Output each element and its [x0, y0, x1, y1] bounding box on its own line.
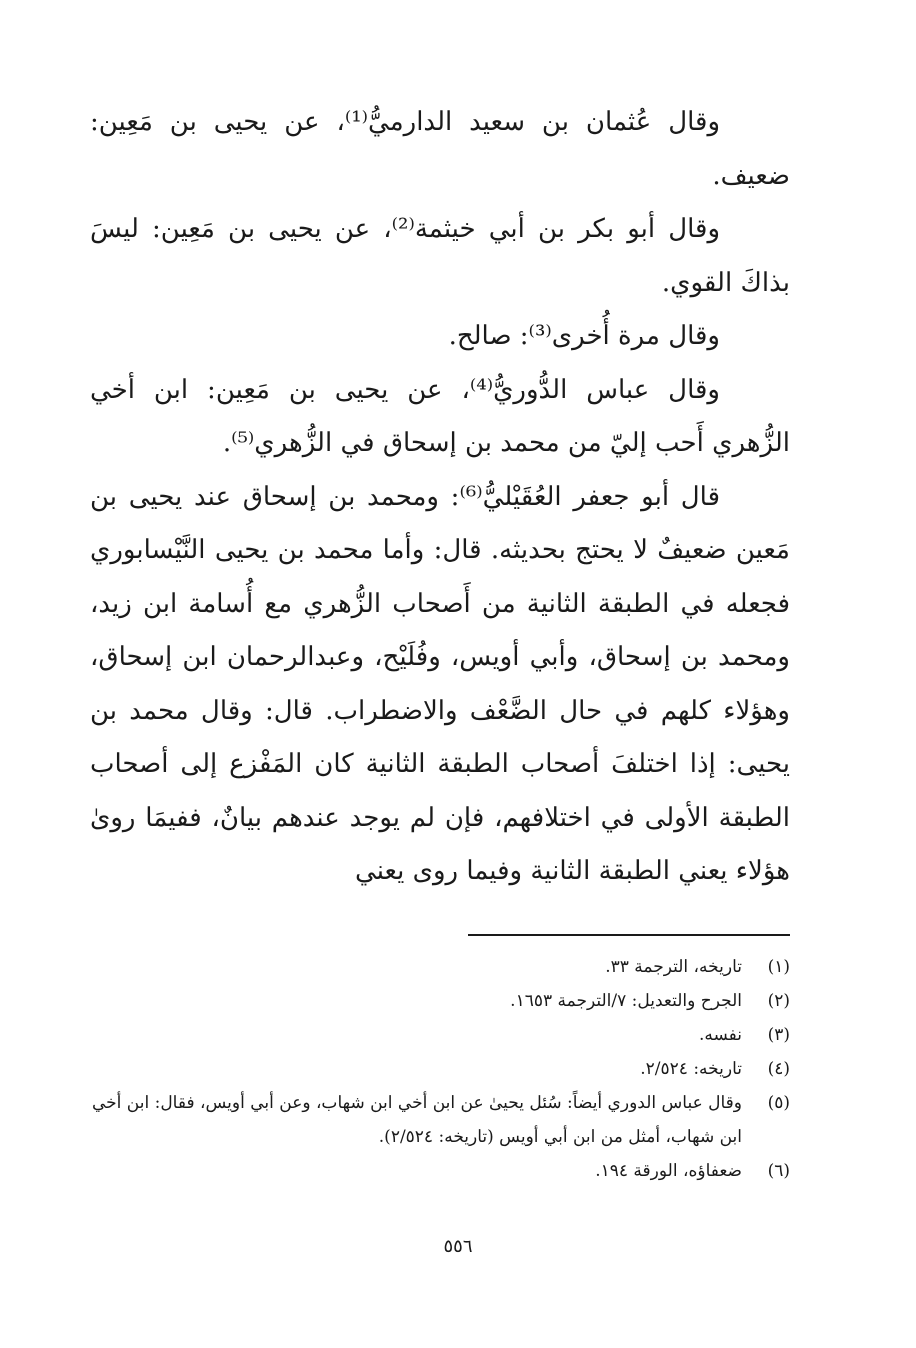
footnote-item	[90, 1018, 790, 1052]
footnote-text: ضعفاؤه، الورقة ١٩٤.	[595, 1161, 742, 1181]
footnote-number: (٥)	[767, 1093, 790, 1113]
footnote-text: تاريخه، الترجمة ٣٣.	[605, 957, 742, 977]
footnote-number: (٣)	[767, 1025, 790, 1045]
footnote-text: نفسه.	[698, 1025, 742, 1045]
main-text	[90, 96, 790, 899]
paragraph-1: وقال عُثمان بن سعيد الدارميُّ⁽¹⁾، عن يحيى بن مَعِين: ضعيف.	[90, 107, 790, 191]
footnote-text: وقال عباس الدوري أيضاً: سُئل يحيىٰ عن ابن أخي ابن شهاب، وعن أبي أويس، فقال: ابن أخي ابن شهاب، أمثل من ابن أبي أويس (تاريخه: ٢/٥٢٤).	[92, 1093, 742, 1147]
footnote-item	[90, 984, 790, 1018]
paragraph-2: وقال أبو بكر بن أبي خيثمة⁽²⁾، عن يحيى بن مَعِين: ليسَ بذاكَ القوي.	[90, 214, 790, 298]
footnote-number: (٤)	[767, 1059, 790, 1079]
footnote-item	[90, 1052, 790, 1086]
footnote-text: الجرح والتعديل: ٧/الترجمة ١٦٥٣.	[510, 991, 742, 1011]
page-number: ٥٥٦	[443, 1236, 473, 1257]
footnote-number: (١)	[767, 957, 790, 977]
footnote-item	[90, 950, 790, 984]
paragraph-5: قال أبو جعفر العُقَيْليُّ⁽⁶⁾: ومحمد بن إسحاق عند يحيى بن مَعين ضعيفٌ لا يحتج بحديثه. قال: وأما محمد بن يحيى النَّيْسابوري فجعله في الطبقة الثانية من أَصحاب الزُّهري مع أُسامة ابن زيد، ومحمد بن إسحاق، وأبي أويس، وفُلَيْح، وعبدالرحمان ابن إسحاق، وهؤلاء كلهم في حال الضَّعْف والاضطراب. قال: وقال محمد بن يحيى: إذا اختلفَ أصحاب الطبقة الثانية كان المَفْزع إلى أصحاب الطبقة الأولى في اختلافهم، فإن لم يوجد عندهم بيانٌ، ففيمَا روىٰ هؤلاء يعني الطبقة الثانية وفيما روى يعني	[90, 481, 790, 886]
footnote-number: (٢)	[767, 991, 790, 1011]
footnote-divider	[468, 934, 790, 936]
paragraph-3: وقال مرة أُخرى⁽³⁾: صالح.	[448, 321, 720, 351]
footnote-item	[90, 1086, 790, 1154]
footnote-number: (٦)	[767, 1161, 790, 1181]
footnote-text: تاريخه: ٢/٥٢٤.	[640, 1059, 742, 1079]
footnotes	[90, 950, 790, 1188]
footnote-item	[90, 1154, 790, 1188]
paragraph-4: وقال عباس الدُّوريُّ⁽⁴⁾، عن يحيى بن مَعِين: ابن أخي الزُّهري أَحب إليّ من محمد بن إسحاق في الزُّهري⁽⁵⁾.	[90, 374, 790, 458]
